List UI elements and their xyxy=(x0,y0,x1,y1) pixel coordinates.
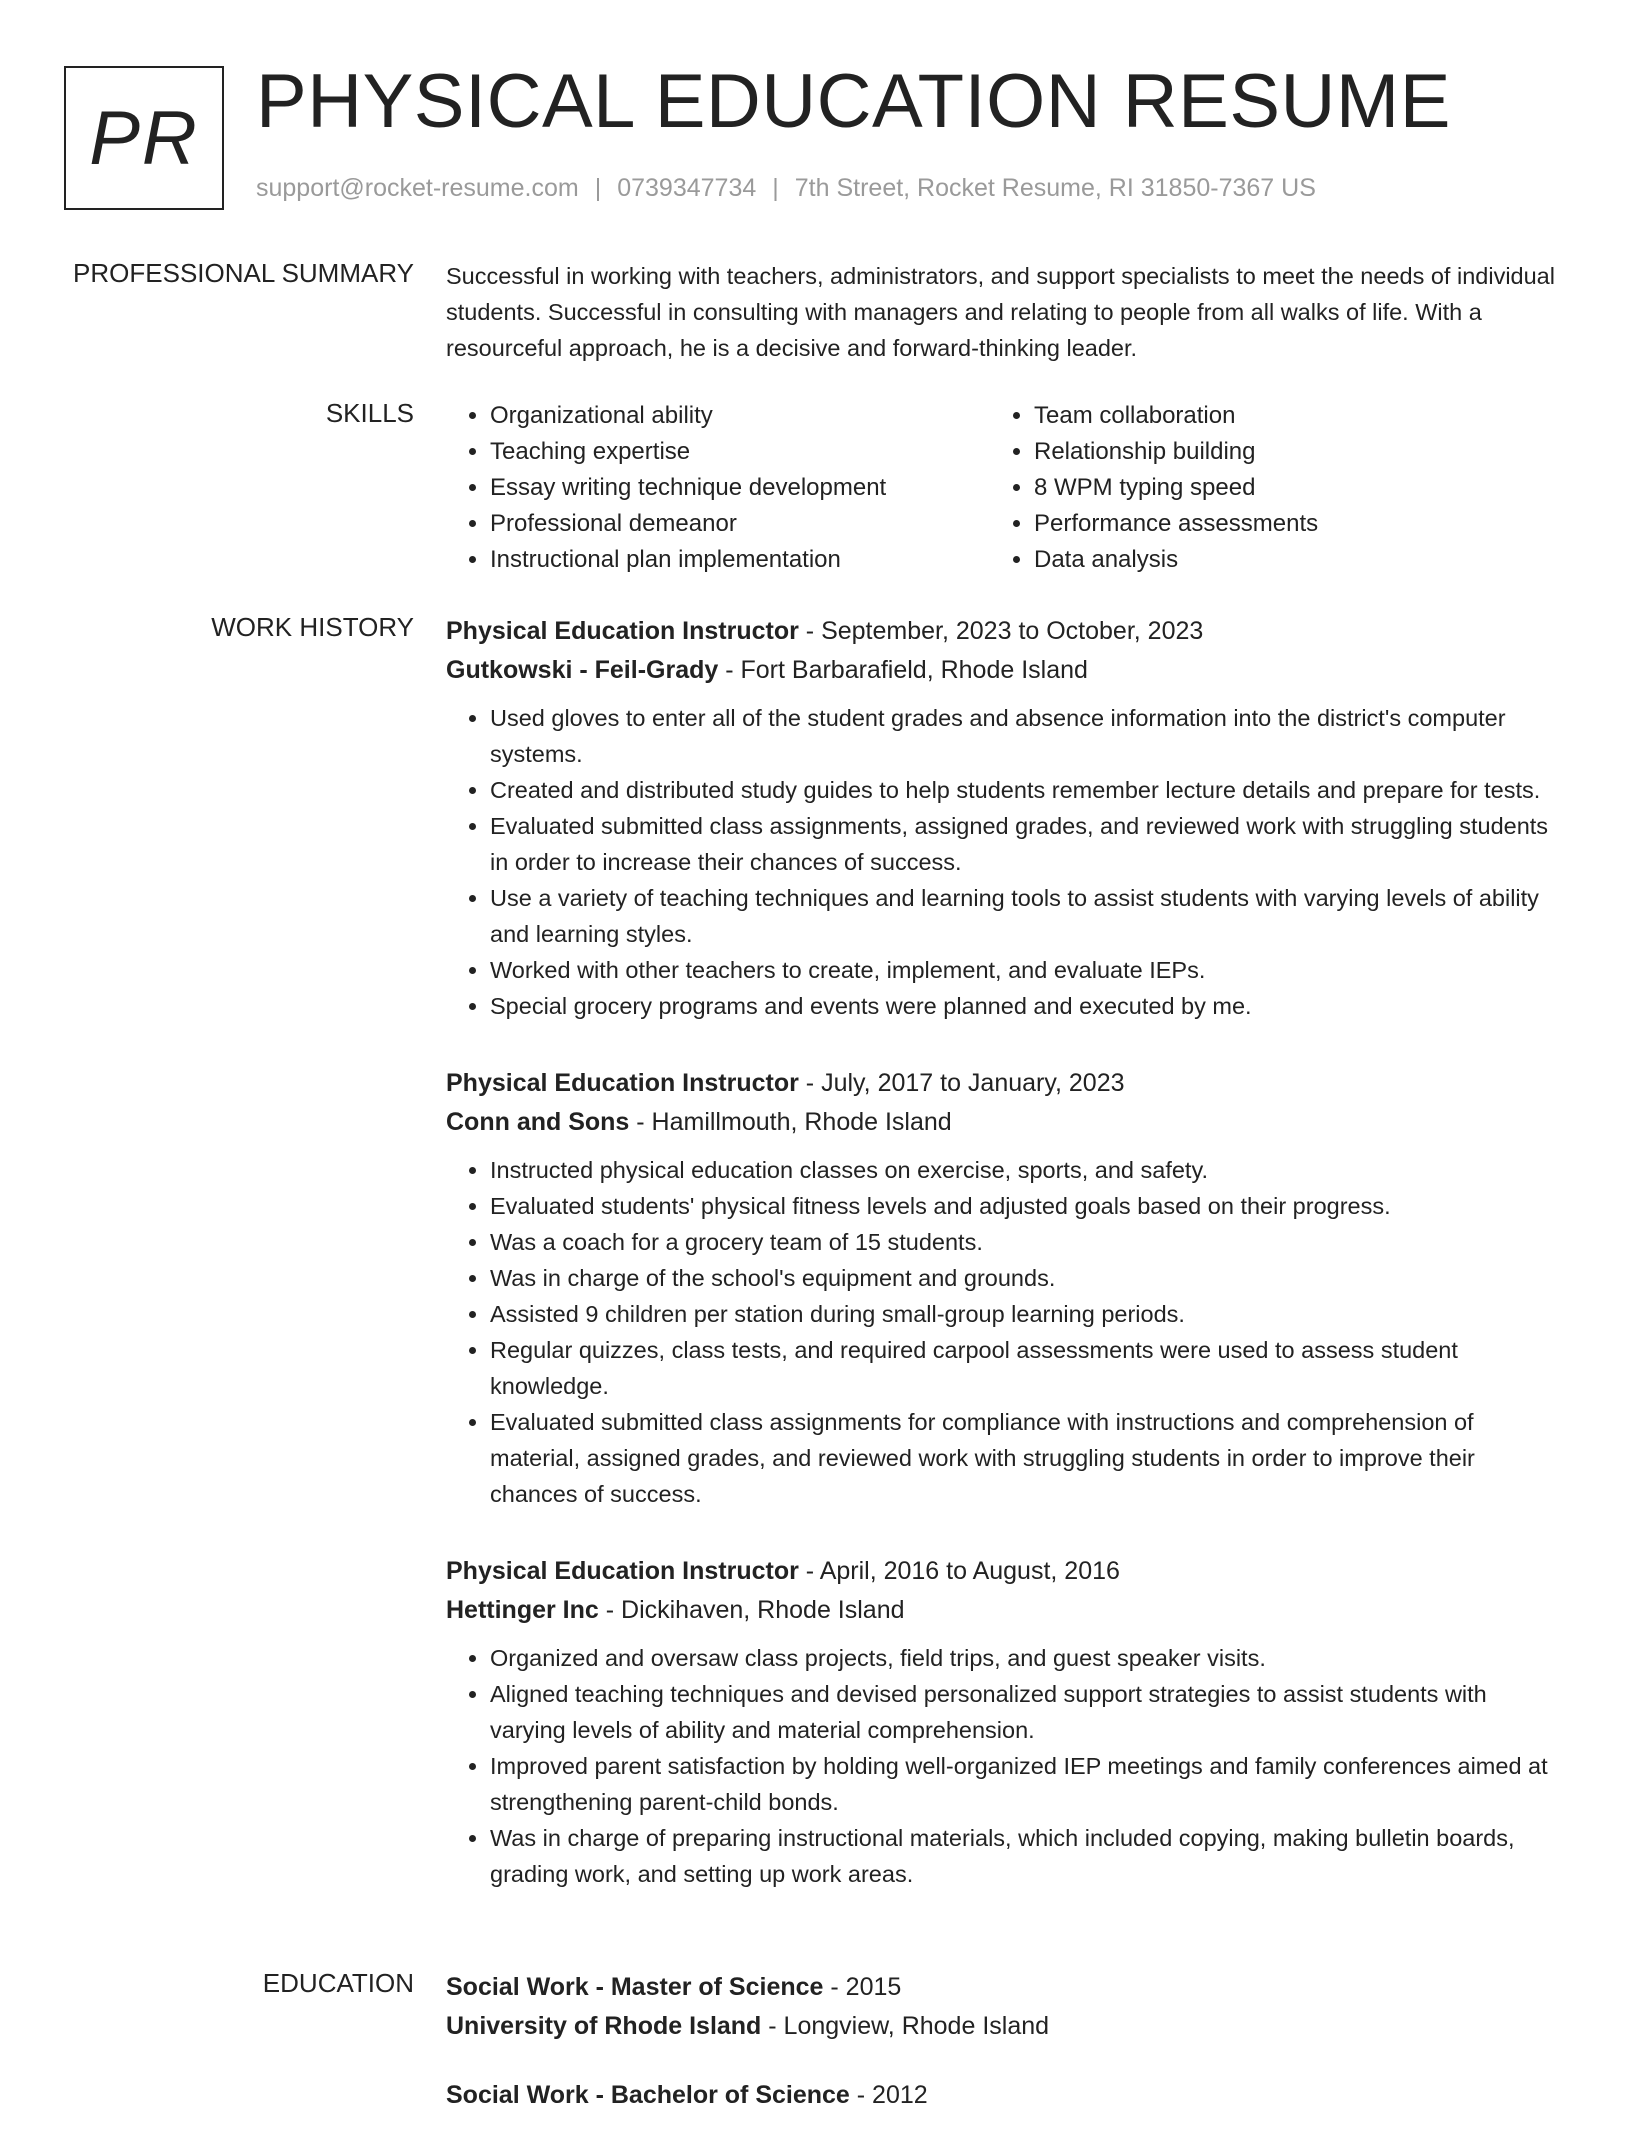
education-degree: Social Work - Bachelor of Science xyxy=(446,2081,850,2109)
skill-item: • Instructional plan implementation xyxy=(490,542,994,578)
job-title: Physical Education Instructor xyxy=(446,617,799,645)
job-bullets xyxy=(446,1640,1556,1892)
job-bullet: • Evaluated students' physical fitness levels and adjusted goals based on their progress. xyxy=(490,1188,1556,1224)
contact-phone[interactable]: 0739347734 xyxy=(617,174,757,202)
job-bullet: • Aligned teaching techniques and devised personalized support strategies to assist students with varying levels of ability and material comprehension. xyxy=(490,1676,1556,1748)
job-bullet: • Organized and oversaw class projects, field trips, and guest speaker visits. xyxy=(490,1640,1556,1676)
job-dates: - July, 2017 to January, 2023 xyxy=(798,1069,1125,1097)
education-degree-line xyxy=(446,2076,1556,2115)
job-bullet: • Assisted 9 children per station during small-group learning periods. xyxy=(490,1296,1556,1332)
section-label-summary: PROFESSIONAL SUMMARY xyxy=(73,258,414,288)
job-title-line xyxy=(446,1552,1556,1591)
job-company: Hettinger Inc xyxy=(446,1596,599,1624)
job-title: Physical Education Instructor xyxy=(446,1557,799,1585)
skill-item: • Teaching expertise xyxy=(490,434,994,470)
job-bullet: • Evaluated submitted class assignments, assigned grades, and reviewed work with struggling students in order to increase their chances of success. xyxy=(490,808,1556,880)
job-dates: - September, 2023 to October, 2023 xyxy=(798,617,1204,645)
job-bullet: • Special grocery programs and events were planned and executed by me. xyxy=(490,988,1556,1024)
job-company-line xyxy=(446,1591,1556,1630)
job-bullet: • Improved parent satisfaction by holding well-organized IEP meetings and family conferences aimed at strengthening parent-child bonds. xyxy=(490,1748,1556,1820)
skill-item: • Performance assessments xyxy=(1034,506,1318,542)
contact-separator: | xyxy=(594,174,602,202)
education-degree: Social Work - Master of Science xyxy=(446,1973,824,2001)
job-bullet: • Was a coach for a grocery team of 15 students. xyxy=(490,1224,1556,1260)
job-entry xyxy=(446,1064,1556,1512)
job-title-line xyxy=(446,1064,1556,1103)
skills-list-left xyxy=(446,398,994,578)
job-bullet: • Evaluated submitted class assignments for compliance with instructions and comprehension of material, assigned grades, and reviewed work with struggling students in order to improve their chances of success. xyxy=(490,1404,1556,1512)
job-bullets xyxy=(446,1152,1556,1512)
skill-item: • 8 WPM typing speed xyxy=(1034,470,1318,506)
education-year: - 2012 xyxy=(849,2081,928,2109)
skill-item: • Essay writing technique development xyxy=(490,470,994,506)
education-year: - 2015 xyxy=(823,1973,902,2001)
education-entry xyxy=(446,1968,1556,2046)
job-title-line xyxy=(446,612,1556,651)
job-location: - Fort Barbarafield, Rhode Island xyxy=(718,656,1088,684)
education-school: University of Rhode Island xyxy=(446,2012,762,2040)
job-company: Conn and Sons xyxy=(446,1108,630,1136)
job-bullets xyxy=(446,700,1556,1024)
contact-email[interactable]: support@rocket-resume.com xyxy=(256,174,579,202)
section-label-education: EDUCATION xyxy=(262,1968,414,1998)
skill-item: • Professional demeanor xyxy=(490,506,994,542)
job-bullet: • Was in charge of the school's equipment and grounds. xyxy=(490,1260,1556,1296)
job-title: Physical Education Instructor xyxy=(446,1069,799,1097)
job-bullet: • Instructed physical education classes on exercise, sports, and safety. xyxy=(490,1152,1556,1188)
page-title: PHYSICAL EDUCATION RESUME xyxy=(256,59,1451,144)
contact-line xyxy=(256,174,1316,203)
job-bullet: • Created and distributed study guides to help students remember lecture details and prepare for tests. xyxy=(490,772,1556,808)
skill-item: • Data analysis xyxy=(1034,542,1318,578)
job-location: - Hamillmouth, Rhode Island xyxy=(629,1108,952,1136)
job-bullet: • Regular quizzes, class tests, and required carpool assessments were used to assess student knowledge. xyxy=(490,1332,1556,1404)
skills-list-right xyxy=(994,398,1318,578)
monogram-box xyxy=(64,66,224,210)
job-company-line xyxy=(446,651,1556,690)
job-company-line xyxy=(446,1103,1556,1142)
monogram-initials: PR xyxy=(89,95,199,181)
job-bullet: • Worked with other teachers to create, implement, and evaluate IEPs. xyxy=(490,952,1556,988)
contact-separator: | xyxy=(772,174,779,202)
job-location: - Dickihaven, Rhode Island xyxy=(598,1596,905,1624)
job-entry xyxy=(446,612,1556,1024)
job-dates: - April, 2016 to August, 2016 xyxy=(798,1557,1120,1585)
education-entry xyxy=(446,2076,1556,2115)
skill-item: • Organizational ability xyxy=(490,398,994,434)
skill-item: • Team collaboration xyxy=(1034,398,1318,434)
education-school-line xyxy=(446,2007,1556,2046)
skill-item: • Relationship building xyxy=(1034,434,1318,470)
contact-address: 7th Street, Rocket Resume, RI 31850-7367 US xyxy=(794,174,1316,202)
section-label-skills: SKILLS xyxy=(325,398,414,428)
education-degree-line xyxy=(446,1968,1556,2007)
job-bullet: • Was in charge of preparing instructional materials, which included copying, making bulletin boards, grading work, and setting up work areas. xyxy=(490,1820,1556,1892)
education-location: - Longview, Rhode Island xyxy=(761,2012,1050,2040)
job-bullet: • Use a variety of teaching techniques and learning tools to assist students with varying levels of ability and learning styles. xyxy=(490,880,1556,952)
section-label-work: WORK HISTORY xyxy=(211,612,414,642)
summary-text: Successful in working with teachers, administrators, and support specialists to meet the needs of individual students. Successful in consulting with managers and relating to people from all walks of life. With a resourceful approach, he is a decisive and forward-thinking leader. xyxy=(446,263,1555,361)
job-entry xyxy=(446,1552,1556,1892)
job-bullet: • Used gloves to enter all of the student grades and absence information into the district's computer systems. xyxy=(490,700,1556,772)
job-company: Gutkowski - Feil-Grady xyxy=(446,656,719,684)
